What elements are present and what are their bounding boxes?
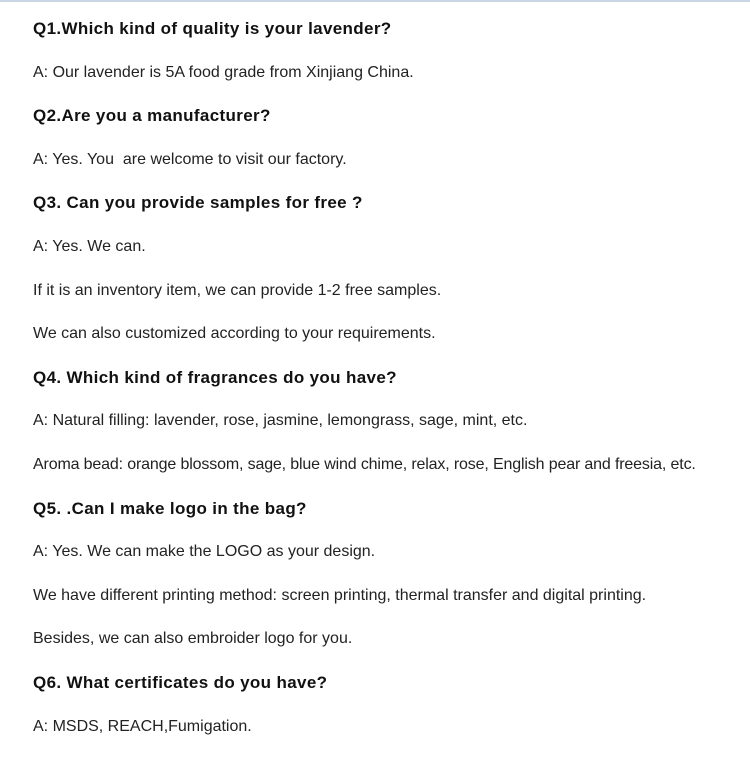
faq-answer-2: A: Yes. You are welcome to visit our factory. bbox=[33, 150, 745, 194]
faq-answer-4: A: Natural filling: lavender, rose, jasmine, lemongrass, sage, mint, etc. bbox=[33, 411, 745, 455]
faq-answer-5-detail-2: Besides, we can also embroider logo for you. bbox=[33, 629, 745, 673]
faq-answer-5: A: Yes. We can make the LOGO as your design. bbox=[33, 542, 745, 586]
faq-answer-3-detail-1: If it is an inventory item, we can provide 1-2 free samples. bbox=[33, 281, 745, 325]
faq-answer-4-detail-1: Aroma bead: orange blossom, sage, blue wind chime, relax, rose, English pear and freesia, etc. bbox=[33, 455, 745, 499]
faq-question-5: Q5. .Can I make logo in the bag? bbox=[33, 499, 745, 543]
faq-answer-6: A: MSDS, REACH,Fumigation. bbox=[33, 717, 745, 760]
faq-answer-3-detail-2: We can also customized according to your requirements. bbox=[33, 324, 745, 368]
faq-question-6: Q6. What certificates do you have? bbox=[33, 673, 745, 717]
faq-question-2: Q2.Are you a manufacturer? bbox=[33, 106, 745, 150]
faq-section bbox=[33, 19, 745, 760]
faq-question-1: Q1.Which kind of quality is your lavender? bbox=[33, 19, 745, 63]
top-divider bbox=[0, 0, 750, 2]
faq-question-4: Q4. Which kind of fragrances do you have? bbox=[33, 368, 745, 412]
faq-question-3: Q3. Can you provide samples for free ? bbox=[33, 193, 745, 237]
faq-answer-5-detail-1: We have different printing method: screen printing, thermal transfer and digital printing. bbox=[33, 586, 745, 630]
faq-answer-1: A: Our lavender is 5A food grade from Xinjiang China. bbox=[33, 63, 745, 107]
faq-answer-3: A: Yes. We can. bbox=[33, 237, 745, 281]
